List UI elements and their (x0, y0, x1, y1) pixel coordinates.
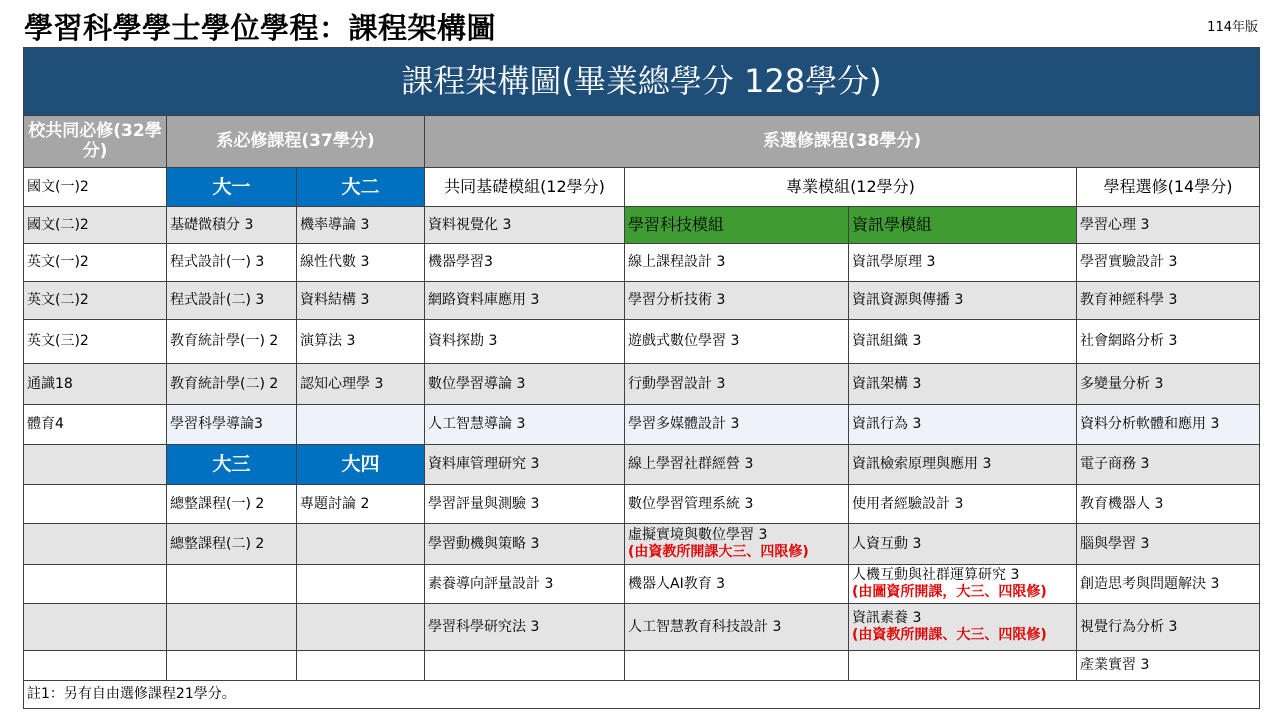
dept-required-header: 系必修課程(37學分) (167, 116, 425, 168)
year1-course: 學習科學導論3 (167, 405, 297, 445)
info-science-course: 資訊架構 3 (849, 364, 1077, 405)
empty-cell (297, 405, 425, 445)
footnote: 註1：另有自由選修課程21學分。 (24, 681, 1260, 709)
info-science-course: 資訊行為 3 (849, 405, 1077, 445)
info-science-course: 資訊組織 3 (849, 320, 1077, 364)
learning-tech-course: 遊戲式數位學習 3 (625, 320, 849, 364)
banner-title: 課程架構圖(畢業總學分 128學分) (24, 48, 1260, 116)
empty-cell (24, 524, 167, 565)
year3-header: 大三 (167, 445, 297, 485)
common-course: 人工智慧導論 3 (425, 405, 625, 445)
common-module-header: 共同基礎模組(12學分) (425, 168, 625, 207)
info-science-module-header: 資訊學模組 (849, 207, 1077, 244)
program-course: 電子商務 3 (1077, 445, 1260, 485)
school-required-header: 校共同必修(32學分) (24, 116, 167, 168)
empty-cell (849, 651, 1077, 681)
year2-course: 資料結構 3 (297, 282, 425, 320)
learning-tech-course: 線上課程設計 3 (625, 244, 849, 282)
learning-tech-course: 行動學習設計 3 (625, 364, 849, 405)
school-course: 英文(一)2 (24, 244, 167, 282)
common-course: 學習動機與策略 3 (425, 524, 625, 565)
empty-cell (625, 651, 849, 681)
empty-cell (167, 565, 297, 604)
empty-cell (24, 604, 167, 651)
learning-tech-course: 線上學習社群經營 3 (625, 445, 849, 485)
program-course: 學習實驗設計 3 (1077, 244, 1260, 282)
info-science-course (849, 565, 1077, 604)
empty-cell (297, 524, 425, 565)
info-science-course: 使用者經驗設計 3 (849, 485, 1077, 524)
program-course: 視覺行為分析 3 (1077, 604, 1260, 651)
learning-tech-course: 學習多媒體設計 3 (625, 405, 849, 445)
info-science-course: 人資互動 3 (849, 524, 1077, 565)
course-note: (由資教所開課、大三、四限修) (852, 627, 1047, 643)
empty-cell (297, 604, 425, 651)
school-course: 通識18 (24, 364, 167, 405)
empty-cell (24, 565, 167, 604)
info-science-course: 資訊學原理 3 (849, 244, 1077, 282)
specialized-module-header: 專業模組(12學分) (625, 168, 1077, 207)
learning-tech-course: 機器人AI教育 3 (625, 565, 849, 604)
common-course: 素養導向評量設計 3 (425, 565, 625, 604)
year3-course: 總整課程(二) 2 (167, 524, 297, 565)
school-course: 體育4 (24, 405, 167, 445)
year1-header: 大一 (167, 168, 297, 207)
year1-course: 基礎微積分 3 (167, 207, 297, 244)
program-course: 腦與學習 3 (1077, 524, 1260, 565)
empty-cell (425, 651, 625, 681)
program-course: 創造思考與問題解決 3 (1077, 565, 1260, 604)
learning-tech-course (625, 524, 849, 565)
course-note: (由資教所開課大三、四限修) (628, 544, 809, 560)
empty-cell (24, 485, 167, 524)
school-course: 英文(三)2 (24, 320, 167, 364)
year1-course: 程式設計(二) 3 (167, 282, 297, 320)
program-course: 多變量分析 3 (1077, 364, 1260, 405)
program-elective-header: 學程選修(14學分) (1077, 168, 1260, 207)
year4-course: 專題討論 2 (297, 485, 425, 524)
year2-course: 線性代數 3 (297, 244, 425, 282)
school-course: 國文(二)2 (24, 207, 167, 244)
empty-cell (167, 651, 297, 681)
empty-cell (24, 445, 167, 485)
version-label: 114年版 (1207, 20, 1258, 35)
page-title: 學習科學學士學位學程：課程架構圖 (24, 11, 497, 45)
common-course: 資料庫管理研究 3 (425, 445, 625, 485)
program-course: 教育神經科學 3 (1077, 282, 1260, 320)
school-course: 國文(一)2 (24, 168, 167, 207)
course-note: (由圖資所開課，大三、四限修) (852, 584, 1047, 600)
curriculum-table (23, 47, 1260, 709)
year2-course: 機率導論 3 (297, 207, 425, 244)
year2-header: 大二 (297, 168, 425, 207)
course-name: 資訊素養 3 (852, 610, 922, 627)
info-science-course (849, 604, 1077, 651)
info-science-course: 資訊資源與傳播 3 (849, 282, 1077, 320)
common-course: 數位學習導論 3 (425, 364, 625, 405)
learning-tech-module-header: 學習科技模組 (625, 207, 849, 244)
year1-course: 程式設計(一) 3 (167, 244, 297, 282)
year4-header: 大四 (297, 445, 425, 485)
course-name: 人機互動與社群運算研究 3 (852, 567, 1020, 584)
year3-course: 總整課程(一) 2 (167, 485, 297, 524)
empty-cell (297, 565, 425, 604)
empty-cell (24, 651, 167, 681)
empty-cell (297, 651, 425, 681)
program-course: 產業實習 3 (1077, 651, 1260, 681)
school-course: 英文(二)2 (24, 282, 167, 320)
course-name: 虛擬實境與數位學習 3 (628, 527, 768, 544)
info-science-course: 資訊檢索原理與應用 3 (849, 445, 1077, 485)
common-course: 機器學習3 (425, 244, 625, 282)
program-course: 教育機器人 3 (1077, 485, 1260, 524)
year1-course: 教育統計學(一) 2 (167, 320, 297, 364)
learning-tech-course: 人工智慧教育科技設計 3 (625, 604, 849, 651)
program-course: 社會網路分析 3 (1077, 320, 1260, 364)
common-course: 資料探勘 3 (425, 320, 625, 364)
learning-tech-course: 數位學習管理系統 3 (625, 485, 849, 524)
common-course: 學習評量與測驗 3 (425, 485, 625, 524)
program-course: 資料分析軟體和應用 3 (1077, 405, 1260, 445)
dept-elective-header: 系選修課程(38學分) (425, 116, 1260, 168)
common-course: 網路資料庫應用 3 (425, 282, 625, 320)
year2-course: 認知心理學 3 (297, 364, 425, 405)
common-course: 資料視覺化 3 (425, 207, 625, 244)
common-course: 學習科學研究法 3 (425, 604, 625, 651)
year1-course: 教育統計學(二) 2 (167, 364, 297, 405)
learning-tech-course: 學習分析技術 3 (625, 282, 849, 320)
empty-cell (167, 604, 297, 651)
year2-course: 演算法 3 (297, 320, 425, 364)
program-course: 學習心理 3 (1077, 207, 1260, 244)
